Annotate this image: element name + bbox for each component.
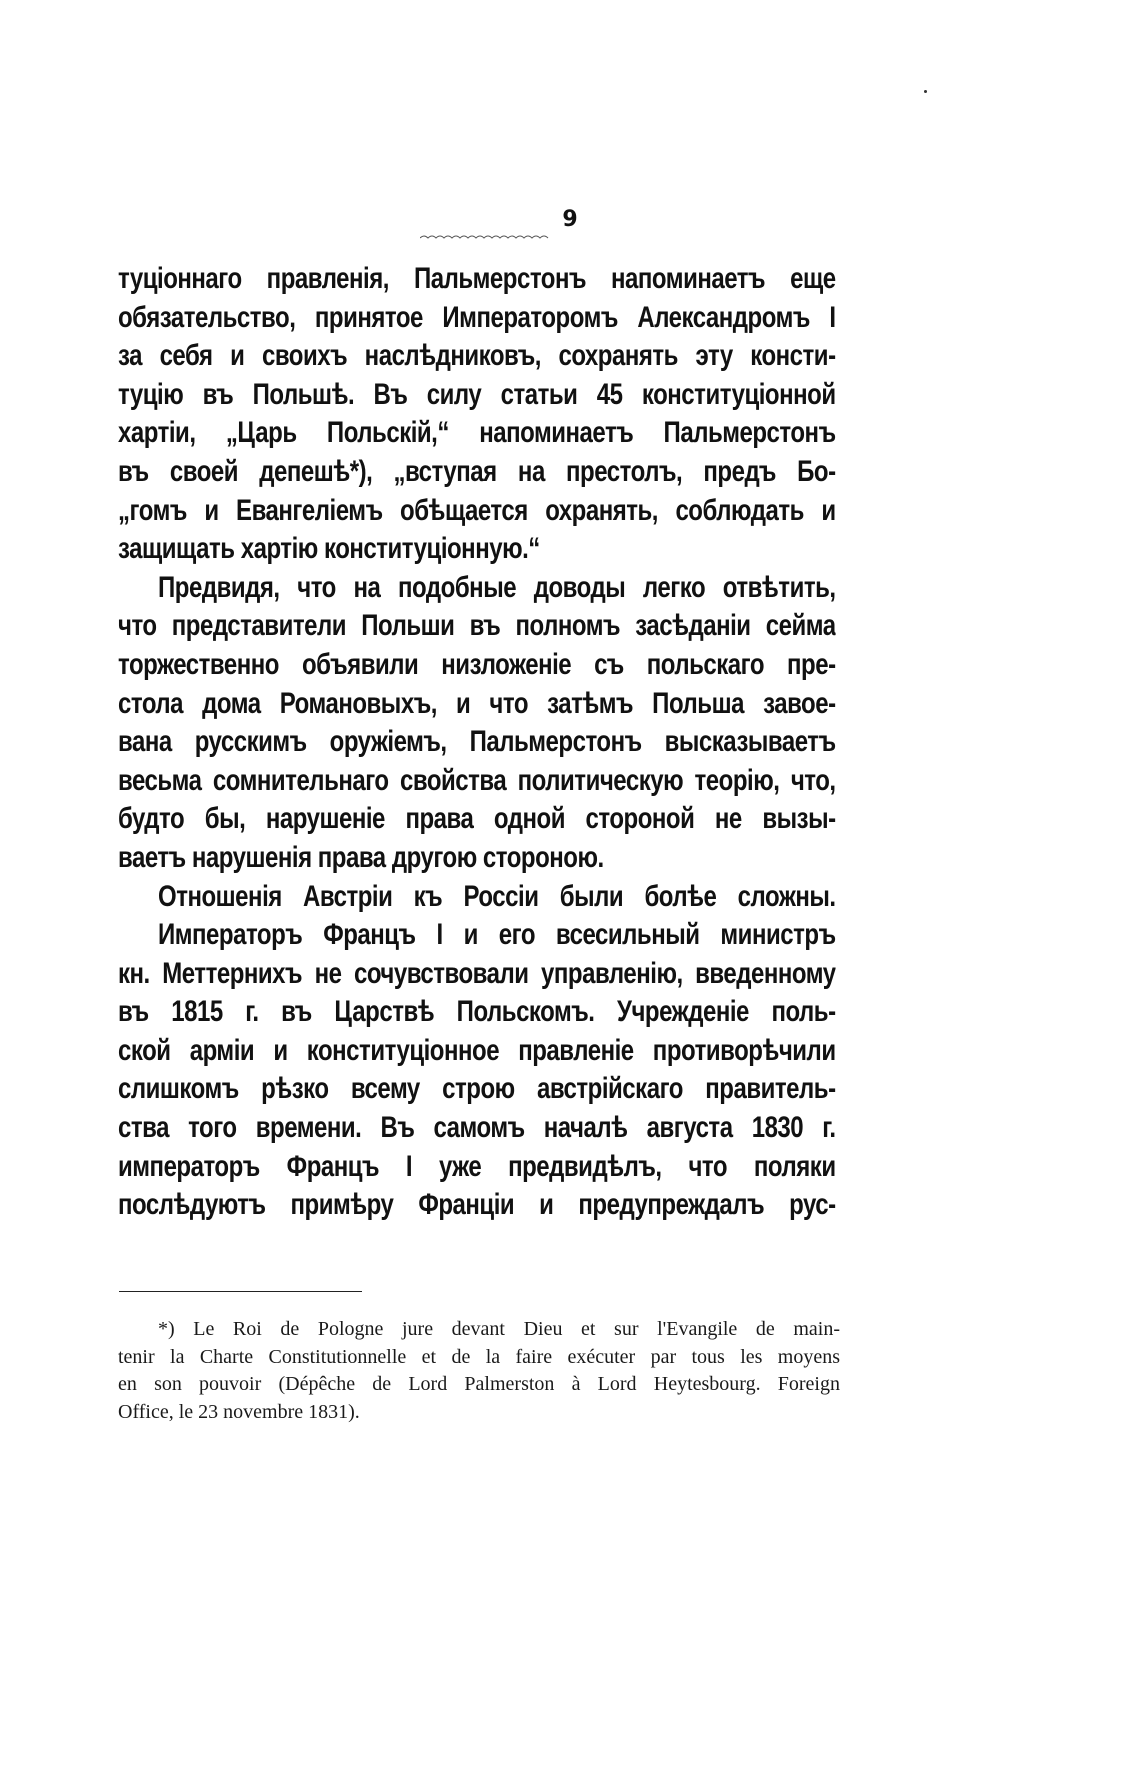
body-line: ваетъ нарушенія права другою стороною. [118,840,604,874]
body-line: императоръ Францъ I уже предвидѣлъ, что поляки [118,1149,836,1183]
ink-speck [924,90,927,93]
page-number-ornament [420,232,550,242]
body-line: вана русскимъ оружіемъ, Пальмерстонъ высказываетъ [118,725,836,759]
body-line: стола дома Романовыхъ, и что затѣмъ Польша завое- [118,686,836,720]
body-line: туцію въ Польшѣ. Въ силу статьи 45 конституціонной [118,377,836,411]
footnote-line: tenir la Charte Constitutionnelle et de la faire exécuter par tous les moyens [118,1345,840,1368]
body-line: въ 1815 г. въ Царствѣ Польскомъ. Учрежденіе поль- [118,995,836,1029]
body-line: весьма сомнительнаго свойства политическую теорію, что, [118,763,836,797]
body-line: обязательство, принятое Императоромъ Александромъ I [118,300,836,334]
body-line: Отношенія Австріи къ Россіи были болѣе сложны. [158,879,836,913]
footnote-line: en son pouvoir (Dépêche de Lord Palmerston à Lord Heytesbourg. Foreign [118,1373,840,1395]
body-line: слишкомъ рѣзко всему строю австрійскаго правитель- [118,1072,836,1106]
body-line: въ своей депешѣ*), „вступая на престолъ, предъ Бо- [118,454,836,488]
body-line: „гомъ и Евангеліемъ обѣщается охранять, соблюдать и [118,493,836,527]
body-line: Предвидя, что на подобные доводы легко отвѣтить, [158,570,836,604]
footnote-divider [119,1291,362,1292]
body-line: кн. Меттернихъ не сочувствовали управленію, введенному [118,956,836,990]
body-line: Императоръ Францъ I и его всесильный министръ [158,918,836,952]
body-line: что представители Польши въ полномъ засѣданіи сейма [118,609,836,643]
body-line: хартіи, „Царь Польскій,“ напоминаетъ Пальмерстонъ [118,416,836,450]
body-line: ской арміи и конституціонное правленіе противорѣчили [118,1033,836,1067]
page-number: 9 [562,207,578,232]
body-line: туціоннаго правленія, Пальмерстонъ напоминаетъ еще [118,262,836,295]
body-line: за себя и своихъ наслѣдниковъ, сохранять эту консти- [118,339,836,373]
body-text [118,260,836,1225]
body-line: торжественно объявили низложеніе съ польскаго пре- [118,647,836,681]
body-line: защищать хартію конституціонную.“ [118,532,540,566]
body-line: послѣдуютъ примѣру Франціи и предупреждалъ рус- [118,1188,836,1222]
footnote-line: Office, le 23 novembre 1831). [118,1400,360,1423]
body-line: ства того времени. Въ самомъ началѣ августа 1830 г. [118,1111,836,1145]
body-line: будто бы, нарушеніе права одной стороной не вызы- [118,802,836,836]
footnote [118,1316,840,1426]
footnote-line: *) Le Roi de Pologne jure devant Dieu et sur l'Evangile de main- [158,1318,840,1340]
